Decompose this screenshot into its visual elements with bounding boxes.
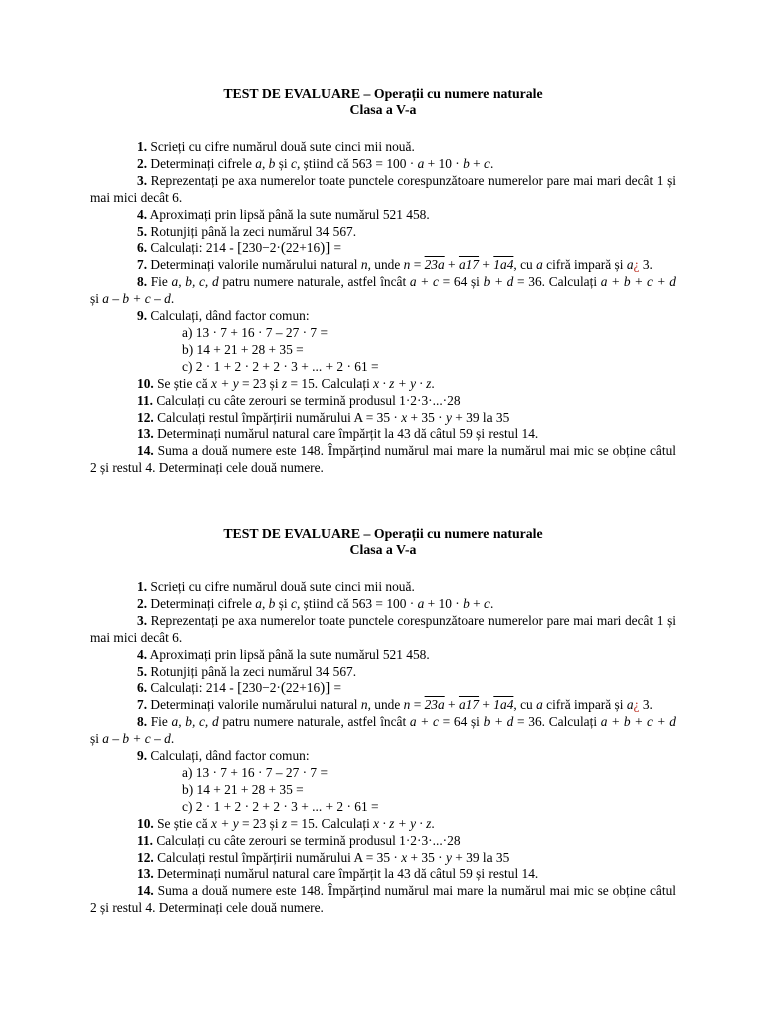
question-text: ¿: [633, 697, 640, 713]
question-text: = 15. Calculați: [287, 375, 374, 391]
subitem-a: a) 13 · 7 + 16 · 7 – 27 · 7 =: [182, 324, 329, 340]
question-text: a + c: [409, 714, 439, 730]
question-text: Aproximați prin lipsă până la sute numărul 521 458.: [149, 646, 430, 662]
question-text: 230−2·: [242, 680, 281, 696]
question-text: y: [445, 849, 452, 865]
question-text: 3.: [639, 257, 653, 273]
question-13: [90, 426, 676, 443]
question-text: Rotunjiți până la zeci numărul 34 567.: [150, 223, 357, 239]
question-4: [90, 207, 676, 224]
question-text: 22+16: [285, 240, 321, 256]
question-text: Fie: [150, 274, 172, 290]
question-11: [90, 393, 676, 410]
question-12: [90, 410, 676, 427]
question-text: și: [90, 291, 103, 307]
question-text: 230−2·: [242, 240, 281, 256]
question-text: a + b + c + d: [600, 714, 676, 730]
question-text: = 15. Calculați: [287, 815, 374, 831]
question-3: [90, 173, 676, 207]
question-text: b: [463, 595, 470, 611]
question-text: a: [626, 697, 634, 713]
question-text: Determinați valorile numărului natural: [150, 257, 361, 273]
question-text: ,: [261, 595, 269, 611]
question-text: a + b + c + d: [600, 274, 676, 290]
question-text: +: [444, 257, 459, 273]
subitem-c: c) 2 · 1 + 2 · 2 + 2 · 3 + ... + 2 · 61 =: [182, 798, 379, 814]
question-text: , știind că 563 = 100 ·: [296, 595, 418, 611]
test-sheet-1: [90, 86, 676, 477]
question-number: 3.: [137, 612, 148, 628]
question-text: [: [237, 680, 243, 697]
question-text: + 35 ·: [407, 849, 446, 865]
question-text: 23a: [424, 257, 445, 273]
question-number: 14.: [137, 443, 154, 459]
question-text: Determinați cifrele: [150, 595, 256, 611]
question-text: Aproximați prin lipsă până la sute numărul 521 458.: [149, 206, 430, 222]
question-7: [90, 697, 676, 714]
question-number: 6.: [137, 240, 148, 256]
question-text: = 23 și: [238, 375, 282, 391]
question-text: Calculați, dând factor comun:: [150, 748, 310, 764]
question-text: , unde: [367, 257, 404, 273]
question-text: + 10 ·: [424, 155, 464, 171]
question-text: Calculați cu câte zerouri se termină produsul 1·2·3·...·28: [156, 392, 461, 408]
question-text: a: [626, 257, 634, 273]
question-text: x · z + y · z: [373, 815, 432, 831]
question-text: c: [291, 595, 297, 611]
question-text: (: [280, 680, 286, 697]
question-text: c: [484, 155, 490, 171]
question-text: 1a4: [493, 697, 514, 713]
question-text: n: [360, 697, 368, 713]
question-text: a + c: [409, 274, 439, 290]
question-text: Calculați restul împărțirii numărului A = 35 ·: [157, 409, 402, 425]
question-text: Calculați restul împărțirii numărului A = 35 ·: [157, 849, 402, 865]
question-text: Scrieți cu cifre numărul două sute cinci mii nouă.: [150, 139, 415, 154]
question-number: 4.: [137, 206, 148, 222]
question-number: 8.: [137, 274, 148, 290]
question-11: [90, 833, 676, 850]
question-text: ): [320, 240, 326, 257]
question-number: 7.: [137, 257, 148, 273]
test-title: TEST DE EVALUARE – Operații cu numere naturale: [223, 86, 543, 101]
question-text: = 36. Calculați: [513, 274, 601, 290]
question-text: Calculați, dând factor comun:: [150, 308, 310, 324]
question-text: cifră impară și: [542, 257, 627, 273]
question-text: a – b + c – d: [102, 291, 171, 307]
question-text: c: [484, 595, 490, 611]
question-text: și: [275, 155, 291, 171]
question-text: Rotunjiți până la zeci numărul 34 567.: [150, 663, 357, 679]
question-text: + 39 la 35: [451, 409, 510, 425]
question-text: ): [320, 680, 326, 697]
test-sheet-2: [90, 526, 676, 917]
question-text: ]: [325, 680, 331, 697]
question-text: [: [237, 240, 243, 257]
question-number: 10.: [137, 375, 154, 391]
spacer: [90, 118, 676, 139]
question-text: =: [410, 257, 425, 273]
question-text: +: [469, 155, 485, 171]
question-text: patru numere naturale, astfel încât: [218, 274, 410, 290]
question-text: ¿: [633, 257, 640, 273]
question-text: x: [401, 409, 408, 425]
question-text: Calculați: 214 -: [150, 680, 238, 696]
question-number: 11.: [137, 832, 153, 848]
question-text: Calculați: 214 -: [150, 240, 238, 256]
question-number: 2.: [137, 155, 148, 171]
question-9: [90, 308, 676, 325]
question-text: a: [255, 155, 262, 171]
question-number: 1.: [137, 139, 148, 154]
question-text: .: [170, 291, 175, 307]
question-text: Calculați cu câte zerouri se termină produsul 1·2·3·...·28: [156, 832, 461, 848]
question-text: .: [431, 375, 435, 391]
question-number: 6.: [137, 680, 148, 696]
question-text: 23a: [424, 697, 445, 713]
question-text: a: [255, 595, 262, 611]
question-text: a17: [458, 697, 480, 713]
question-text: x: [401, 849, 408, 865]
question-text: b: [268, 595, 276, 611]
question-text: ,: [261, 155, 269, 171]
question-text: + 35 ·: [407, 409, 446, 425]
question-14: [90, 883, 676, 917]
question-text: +: [479, 257, 494, 273]
question-text: n: [403, 697, 411, 713]
question-text: a: [417, 595, 425, 611]
question-text: x + y: [211, 375, 239, 391]
question-5: [90, 224, 676, 241]
question-text: .: [431, 815, 435, 831]
question-text: a – b + c – d: [102, 731, 171, 747]
question-text: +: [469, 595, 485, 611]
question-text: 1a4: [493, 257, 514, 273]
question-text: = 64 și: [438, 274, 484, 290]
subitem-a: a) 13 · 7 + 16 · 7 – 27 · 7 =: [182, 764, 329, 780]
question-text: Scrieți cu cifre numărul două sute cinci mii nouă.: [150, 579, 415, 594]
question-text: c: [291, 155, 297, 171]
question-text: =: [410, 697, 425, 713]
question-text: =: [330, 240, 342, 256]
question-text: , unde: [367, 697, 404, 713]
question-8: [90, 274, 676, 308]
question-text: .: [170, 731, 175, 747]
question-number: 4.: [137, 646, 148, 662]
question-text: a: [536, 257, 543, 273]
question-text: , cu: [513, 697, 537, 713]
question-text: n: [360, 257, 368, 273]
question-8: [90, 714, 676, 748]
question-4: [90, 647, 676, 664]
question-6: [90, 240, 676, 257]
question-text: 3.: [639, 697, 653, 713]
question-number: 5.: [137, 663, 148, 679]
question-text: =: [330, 680, 342, 696]
question-text: x · z + y · z: [373, 375, 432, 391]
question-text: n: [403, 257, 411, 273]
question-text: 22+16: [285, 680, 321, 696]
question-number: 8.: [137, 714, 148, 730]
question-number: 2.: [137, 595, 148, 611]
question-text: a, b, c, d: [171, 274, 219, 290]
question-2: [90, 596, 676, 613]
test-title: TEST DE EVALUARE – Operații cu numere naturale: [223, 526, 543, 541]
question-number: 13.: [137, 426, 154, 442]
question-number: 3.: [137, 172, 148, 188]
question-number: 12.: [137, 849, 154, 865]
question-text: a, b, c, d: [171, 714, 219, 730]
question-text: = 36. Calculați: [513, 714, 601, 730]
subitem-b: b) 14 + 21 + 28 + 35 =: [182, 781, 304, 797]
question-14: [90, 443, 676, 477]
question-6: [90, 680, 676, 697]
question-text: (: [280, 240, 286, 257]
question-text: Reprezentați pe axa numerelor toate punctele corespunzătoare numerelor pare mai mari decât 1 și mai mici decât 6.: [90, 172, 676, 205]
question-text: z: [281, 375, 288, 391]
question-10: [90, 816, 676, 833]
question-text: x + y: [211, 815, 239, 831]
question-text: Fie: [150, 714, 172, 730]
test-subtitle: Clasa a V-a: [349, 542, 417, 557]
question-text: + 39 la 35: [451, 849, 510, 865]
question-number: 12.: [137, 409, 154, 425]
question-text: cifră impară și: [542, 697, 627, 713]
question-text: Determinați valorile numărului natural: [150, 697, 361, 713]
question-text: +: [444, 697, 459, 713]
question-number: 9.: [137, 748, 148, 764]
question-text: .: [489, 595, 494, 611]
question-number: 10.: [137, 815, 154, 831]
question-text: ]: [325, 240, 331, 257]
question-number: 7.: [137, 697, 148, 713]
question-2: [90, 156, 676, 173]
question-3: [90, 613, 676, 647]
question-text: Determinați numărul natural care împărțit la 43 dă câtul 59 și restul 14.: [157, 426, 539, 442]
question-text: a: [536, 697, 543, 713]
question-10: [90, 376, 676, 393]
subitem-c: c) 2 · 1 + 2 · 2 + 2 · 3 + ... + 2 · 61 =: [182, 358, 379, 374]
question-text: Se știe că: [157, 815, 212, 831]
subitem-b: b) 14 + 21 + 28 + 35 =: [182, 341, 304, 357]
question-number: 9.: [137, 308, 148, 324]
question-text: Reprezentați pe axa numerelor toate punctele corespunzătoare numerelor pare mai mari decât 1 și mai mici decât 6.: [90, 612, 676, 645]
question-text: Suma a două numere este 148. Împărțind numărul mai mare la numărul mai mic se obține câtul 2 și restul 4. Determinați cele două numere.: [90, 883, 676, 916]
question-text: = 64 și: [438, 714, 484, 730]
question-number: 5.: [137, 223, 148, 239]
question-text: = 23 și: [238, 815, 282, 831]
question-number: 14.: [137, 883, 154, 899]
question-1: [90, 139, 676, 156]
question-text: b + d: [483, 714, 514, 730]
question-text: + 10 ·: [424, 595, 464, 611]
question-number: 11.: [137, 392, 153, 408]
question-7: [90, 257, 676, 274]
question-text: , cu: [513, 257, 537, 273]
question-text: patru numere naturale, astfel încât: [218, 714, 410, 730]
question-text: b: [268, 155, 276, 171]
question-1: [90, 579, 676, 596]
question-5: [90, 664, 676, 681]
question-text: , știind că 563 = 100 ·: [296, 155, 418, 171]
question-12: [90, 850, 676, 867]
question-text: +: [479, 697, 494, 713]
question-text: Se știe că: [157, 375, 212, 391]
question-text: și: [90, 731, 103, 747]
question-text: și: [275, 595, 291, 611]
question-9: [90, 748, 676, 765]
question-number: 13.: [137, 866, 154, 882]
question-text: z: [281, 815, 288, 831]
question-text: y: [445, 409, 452, 425]
question-number: 1.: [137, 579, 148, 594]
question-text: a: [417, 155, 425, 171]
question-text: .: [489, 155, 494, 171]
test-subtitle: Clasa a V-a: [349, 102, 417, 117]
question-text: b: [463, 155, 470, 171]
question-text: a17: [458, 257, 480, 273]
question-text: Suma a două numere este 148. Împărțind numărul mai mare la numărul mai mic se obține câtul 2 și restul 4. Determinați cele două numere.: [90, 443, 676, 476]
question-13: [90, 866, 676, 883]
question-text: Determinați numărul natural care împărțit la 43 dă câtul 59 și restul 14.: [157, 866, 539, 882]
question-text: b + d: [483, 274, 514, 290]
spacer: [90, 558, 676, 579]
question-text: Determinați cifrele: [150, 155, 256, 171]
